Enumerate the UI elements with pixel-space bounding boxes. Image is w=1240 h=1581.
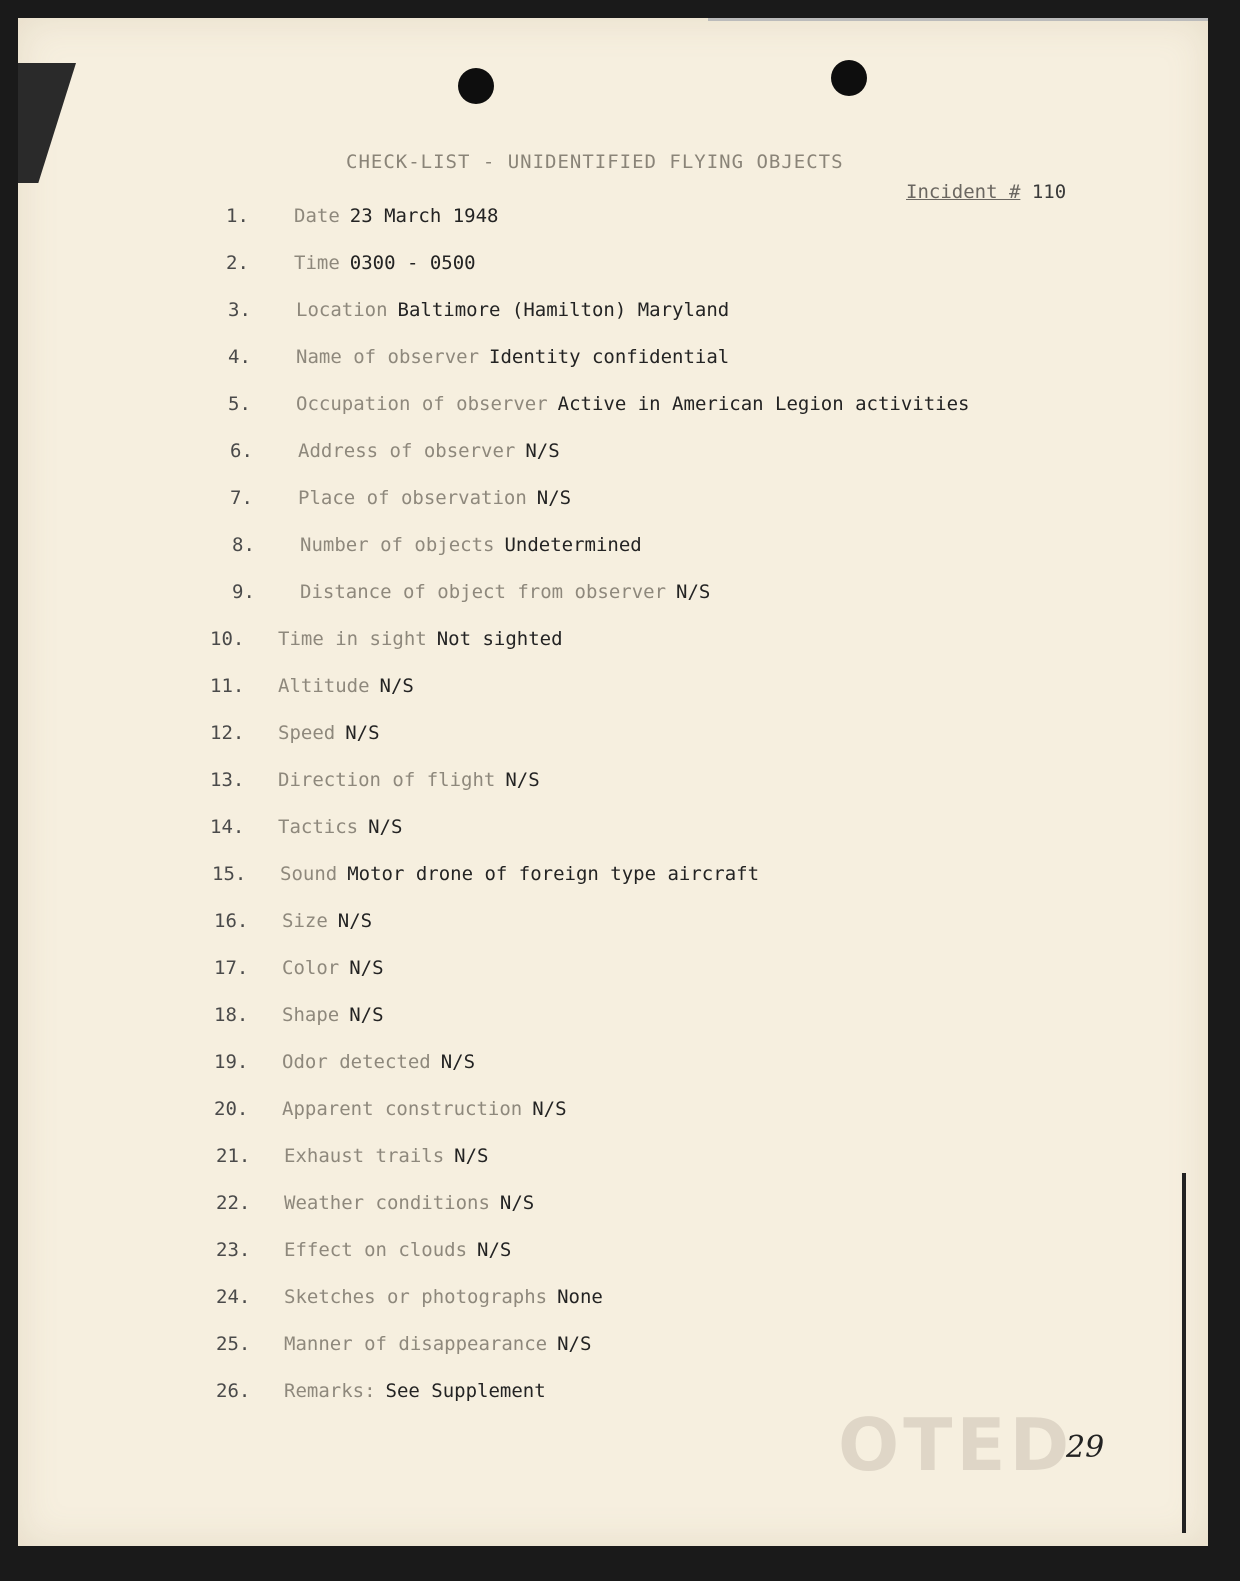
item-label: Size [282,910,328,932]
checklist-item [212,863,759,885]
item-label: Address of observer [298,440,516,462]
item-label: Weather conditions [284,1192,490,1214]
punch-hole-left [458,68,494,104]
item-value: N/S [368,816,403,838]
item-number: 1. [226,205,249,227]
checklist-item [210,769,540,791]
item-label: Name of observer [296,346,480,368]
item-value: N/S [505,769,540,791]
item-value: N/S [379,675,414,697]
item-value: Baltimore (Hamilton) Maryland [397,299,730,321]
item-number: 11. [210,675,245,697]
handwritten-page-number: 29 [1066,1430,1105,1465]
item-label: Color [282,957,340,979]
item-number: 15. [212,863,247,885]
checklist-item [214,910,372,932]
item-label: Distance of object from observer [300,581,667,603]
item-label: Place of observation [298,487,527,509]
item-number: 9. [232,581,255,603]
item-label: Location [296,299,388,321]
item-label: Sound [280,863,338,885]
item-value: N/S [345,722,380,744]
item-number: 21. [216,1145,251,1167]
item-value: See Supplement [385,1380,546,1402]
item-value: 23 March 1948 [349,205,499,227]
item-number: 10. [210,628,245,650]
item-value: Motor drone of foreign type aircraft [347,863,760,885]
item-number: 5. [228,393,251,415]
document-title: CHECK-LIST - UNIDENTIFIED FLYING OBJECTS [346,151,844,173]
item-value: Not sighted [436,628,563,650]
checklist-item [210,722,380,744]
item-value: N/S [349,1004,384,1026]
item-number: 7. [230,487,253,509]
right-edge-shadow [1182,1173,1186,1533]
item-number: 2. [226,252,249,274]
item-value: N/S [532,1098,567,1120]
item-number: 20. [214,1098,249,1120]
item-label: Altitude [278,675,370,697]
checklist-item [214,1051,475,1073]
checklist-item [226,205,498,227]
checklist-item [216,1286,603,1308]
checklist-item [232,581,710,603]
item-label: Remarks: [284,1380,376,1402]
item-value: Undetermined [504,534,642,556]
incident-number [906,181,1066,203]
item-value: 0300 - 0500 [349,252,476,274]
item-value: N/S [525,440,560,462]
item-number: 18. [214,1004,249,1026]
checklist-item [216,1192,534,1214]
item-number: 24. [216,1286,251,1308]
top-edge-line [708,18,1208,21]
item-label: Shape [282,1004,340,1026]
item-value: N/S [676,581,711,603]
item-value: N/S [337,910,373,932]
item-value: N/S [440,1051,476,1073]
faded-stamp: OTED [838,1403,1074,1487]
item-number: 23. [216,1239,251,1261]
item-number: 17. [214,957,249,979]
item-label: Date [294,205,340,227]
item-number: 19. [214,1051,249,1073]
item-label: Odor detected [282,1051,431,1073]
checklist-item [216,1239,511,1261]
item-number: 3. [228,299,251,321]
item-number: 6. [230,440,253,462]
checklist-item [228,299,729,321]
item-value: N/S [349,957,384,979]
item-label: Direction of flight [278,769,496,791]
incident-value: 110 [1031,181,1067,203]
checklist-item [216,1333,591,1355]
incident-label: Incident # [906,181,1021,203]
checklist-item [216,1145,488,1167]
item-value: N/S [499,1192,535,1214]
item-number: 13. [210,769,245,791]
item-value: N/S [536,487,572,509]
item-value: Active in American Legion activities [557,393,970,415]
item-label: Time [294,252,340,274]
item-value: None [557,1286,603,1308]
item-number: 4. [228,346,251,368]
checklist-item [226,252,476,274]
item-label: Tactics [278,816,359,838]
checklist-item [214,957,384,979]
item-value: Identity confidential [489,346,730,368]
item-number: 16. [214,910,249,932]
item-label: Speed [278,722,336,744]
checklist-item [228,346,729,368]
item-value: N/S [454,1145,489,1167]
item-label: Manner of disappearance [284,1333,548,1355]
checklist-item [210,675,414,697]
checklist-item [210,628,563,650]
item-number: 12. [210,722,245,744]
checklist-item [216,1380,546,1402]
item-number: 22. [216,1192,251,1214]
checklist-item [230,440,560,462]
item-label: Effect on clouds [284,1239,468,1261]
punch-hole-right [831,60,867,96]
checklist-item [214,1098,567,1120]
checklist-item [230,487,571,509]
item-label: Occupation of observer [296,393,548,415]
checklist-item [232,534,642,556]
item-value: N/S [477,1239,512,1261]
item-number: 26. [216,1380,251,1402]
item-value: N/S [557,1333,592,1355]
checklist-item [210,816,402,838]
document-page [18,18,1208,1546]
item-number: 14. [210,816,245,838]
item-label: Exhaust trails [284,1145,445,1167]
item-label: Sketches or photographs [284,1286,548,1308]
item-label: Number of objects [300,534,495,556]
item-label: Apparent construction [282,1098,523,1120]
checklist-item [214,1004,384,1026]
torn-edge [18,63,76,183]
item-number: 25. [216,1333,251,1355]
item-number: 8. [232,534,255,556]
checklist-item [228,393,969,415]
item-label: Time in sight [278,628,427,650]
